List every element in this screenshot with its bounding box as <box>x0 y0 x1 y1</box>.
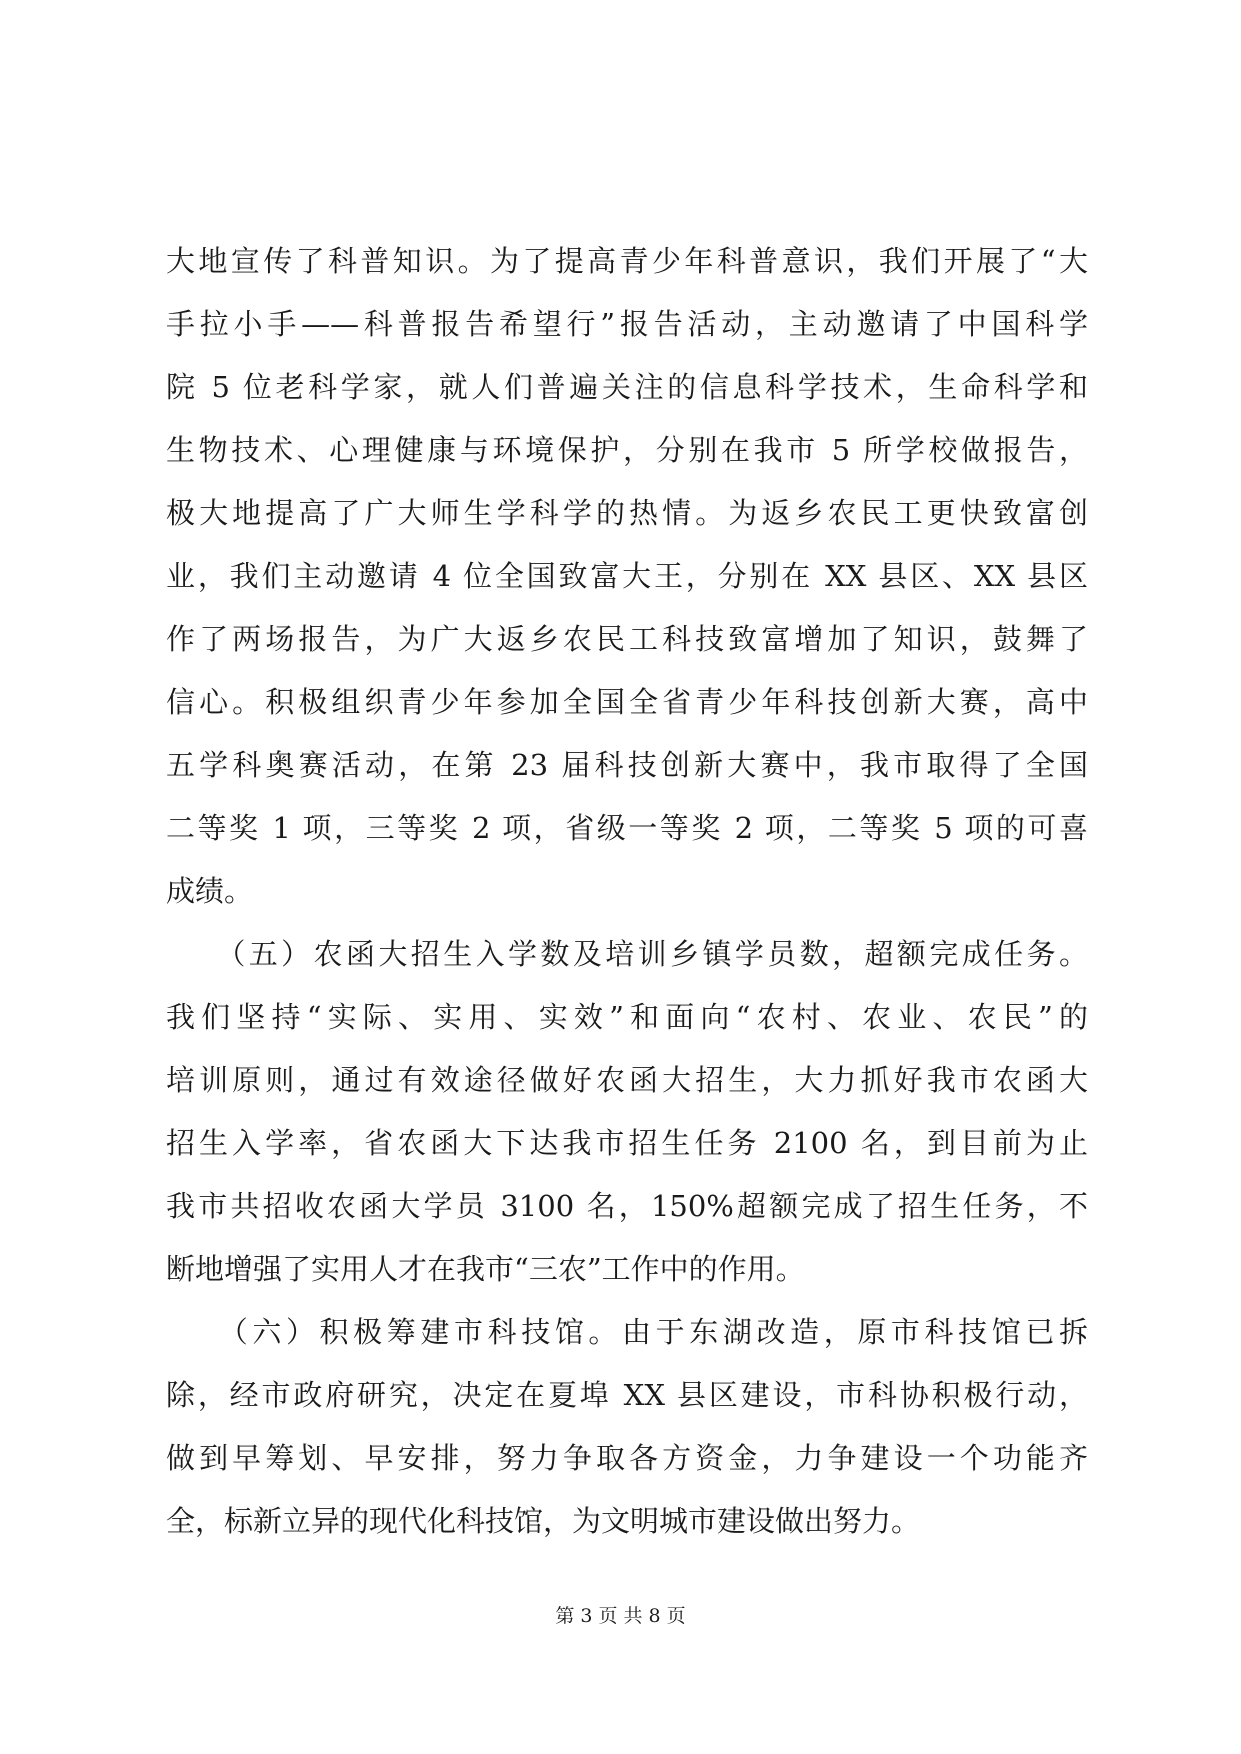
text-line: 全，标新立异的现代化科技馆，为文明城市建设做出努力。 <box>166 1504 921 1538</box>
text-line: 生物技术、心理健康与环境保护，分别在我市 5 所学校做报告， <box>166 433 1088 467</box>
text-line: 极大地提高了广大师生学科学的热情。为返乡农民工更快致富创 <box>166 496 1088 530</box>
text-line: 我市共招收农函大学员 3100 名，150%超额完成了招生任务，不 <box>166 1189 1088 1223</box>
text-line: 信心。积极组织青少年参加全国全省青少年科技创新大赛，高中 <box>166 685 1088 719</box>
text-line: 手拉小手——科普报告希望行”报告活动，主动邀请了中国科学 <box>166 307 1088 341</box>
document-body <box>166 230 1088 1553</box>
text-line: 断地增强了实用人才在我市“三农”工作中的作用。 <box>166 1252 805 1286</box>
text-line: 我们坚持“实际、实用、实效”和面向“农村、农业、农民”的 <box>166 1000 1088 1034</box>
text-line: 二等奖 1 项，三等奖 2 项，省级一等奖 2 项，二等奖 5 项的可喜 <box>166 811 1088 845</box>
text-line: 除，经市政府研究，决定在夏埠 XX 县区建设，市科协积极行动， <box>166 1378 1088 1412</box>
text-line: （六）积极筹建市科技馆。由于东湖改造，原市科技馆已拆 <box>166 1315 1088 1349</box>
text-line: 做到早筹划、早安排，努力争取各方资金，力争建设一个功能齐 <box>166 1441 1088 1475</box>
text-line: 作了两场报告，为广大返乡农民工科技致富增加了知识，鼓舞了 <box>166 622 1088 656</box>
text-line: 成绩。 <box>166 874 254 908</box>
text-line: 院 5 位老科学家，就人们普遍关注的信息科学技术，生命科学和 <box>166 370 1088 404</box>
text-line: 业，我们主动邀请 4 位全国致富大王，分别在 XX 县区、XX 县区 <box>166 559 1088 593</box>
text-line: 五学科奥赛活动，在第 23 届科技创新大赛中，我市取得了全国 <box>166 748 1088 782</box>
page-number-footer: 第 3 页 共 8 页 <box>555 1605 686 1627</box>
text-line: 培训原则，通过有效途径做好农函大招生，大力抓好我市农函大 <box>166 1063 1088 1097</box>
text-line: 招生入学率，省农函大下达我市招生任务 2100 名，到目前为止 <box>166 1126 1088 1160</box>
text-line: （五）农函大招生入学数及培训乡镇学员数，超额完成任务。 <box>166 937 1088 971</box>
text-line: 大地宣传了科普知识。为了提高青少年科普意识，我们开展了“大 <box>166 244 1088 278</box>
